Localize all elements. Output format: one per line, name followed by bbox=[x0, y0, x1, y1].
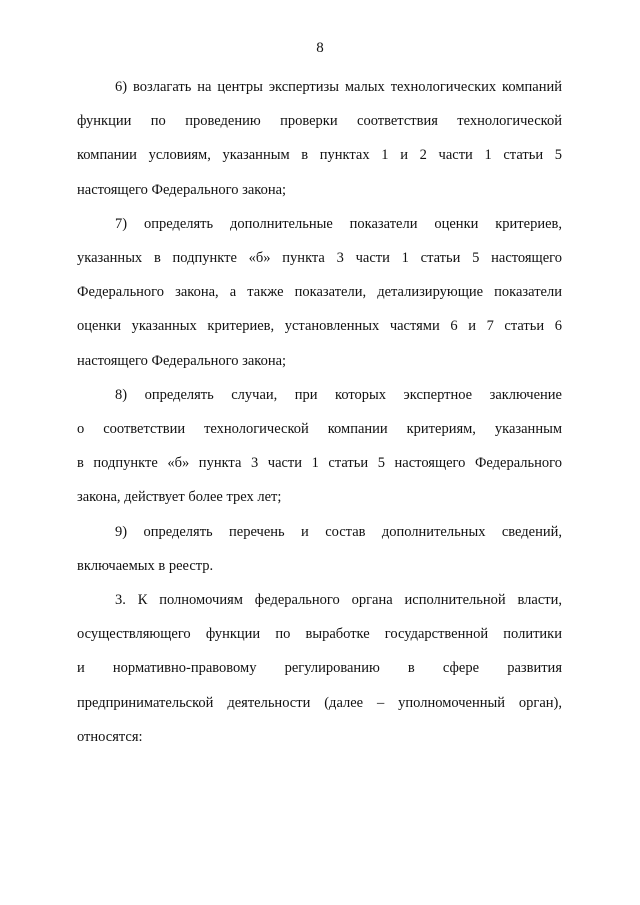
text-line: включаемых в реестр. bbox=[77, 557, 214, 574]
text-line: компании условиям, указанным в пунктах 1 и 2 части 1 статьи 5 bbox=[77, 147, 562, 164]
document-body bbox=[77, 70, 562, 754]
paragraph-item-9 bbox=[77, 515, 562, 583]
text-line: относятся: bbox=[77, 728, 143, 745]
page-number: 8 bbox=[316, 40, 324, 56]
text-line: 8) определять случаи, при которых экспертное заключение bbox=[115, 386, 562, 403]
paragraph-section-3 bbox=[77, 583, 562, 754]
paragraph-item-7 bbox=[77, 207, 562, 378]
text-line: 3. К полномочиям федерального органа исполнительной власти, bbox=[115, 592, 562, 609]
text-line: предпринимательской деятельности (далее – уполномоченный орган), bbox=[77, 694, 562, 711]
paragraph-item-6 bbox=[77, 70, 562, 207]
text-line: настоящего Федерального закона; bbox=[77, 352, 287, 369]
text-line: оценки указанных критериев, установленных частями 6 и 7 статьи 6 bbox=[77, 318, 562, 335]
paragraph-item-8 bbox=[77, 378, 562, 515]
text-line: Федерального закона, а также показатели, детализирующие показатели bbox=[77, 284, 562, 301]
text-line: о соответствии технологической компании критериям, указанным bbox=[77, 421, 562, 438]
text-line: осуществляющего функции по выработке государственной политики bbox=[77, 626, 562, 643]
text-line: 9) определять перечень и состав дополнительных сведений, bbox=[115, 523, 562, 540]
text-line: закона, действует более трех лет; bbox=[77, 489, 282, 506]
text-line: функции по проведению проверки соответствия технологической bbox=[77, 113, 562, 130]
text-line: 7) определять дополнительные показатели оценки критериев, bbox=[115, 215, 562, 232]
text-line: настоящего Федерального закона; bbox=[77, 181, 287, 198]
text-line: указанных в подпункте «б» пункта 3 части 1 статьи 5 настоящего bbox=[77, 250, 562, 267]
text-line: 6) возлагать на центры экспертизы малых технологических компаний bbox=[115, 79, 562, 95]
text-line: и нормативно-правовому регулированию в сфере развития bbox=[77, 660, 562, 677]
text-line: в подпункте «б» пункта 3 части 1 статьи 5 настоящего Федерального bbox=[77, 455, 562, 472]
